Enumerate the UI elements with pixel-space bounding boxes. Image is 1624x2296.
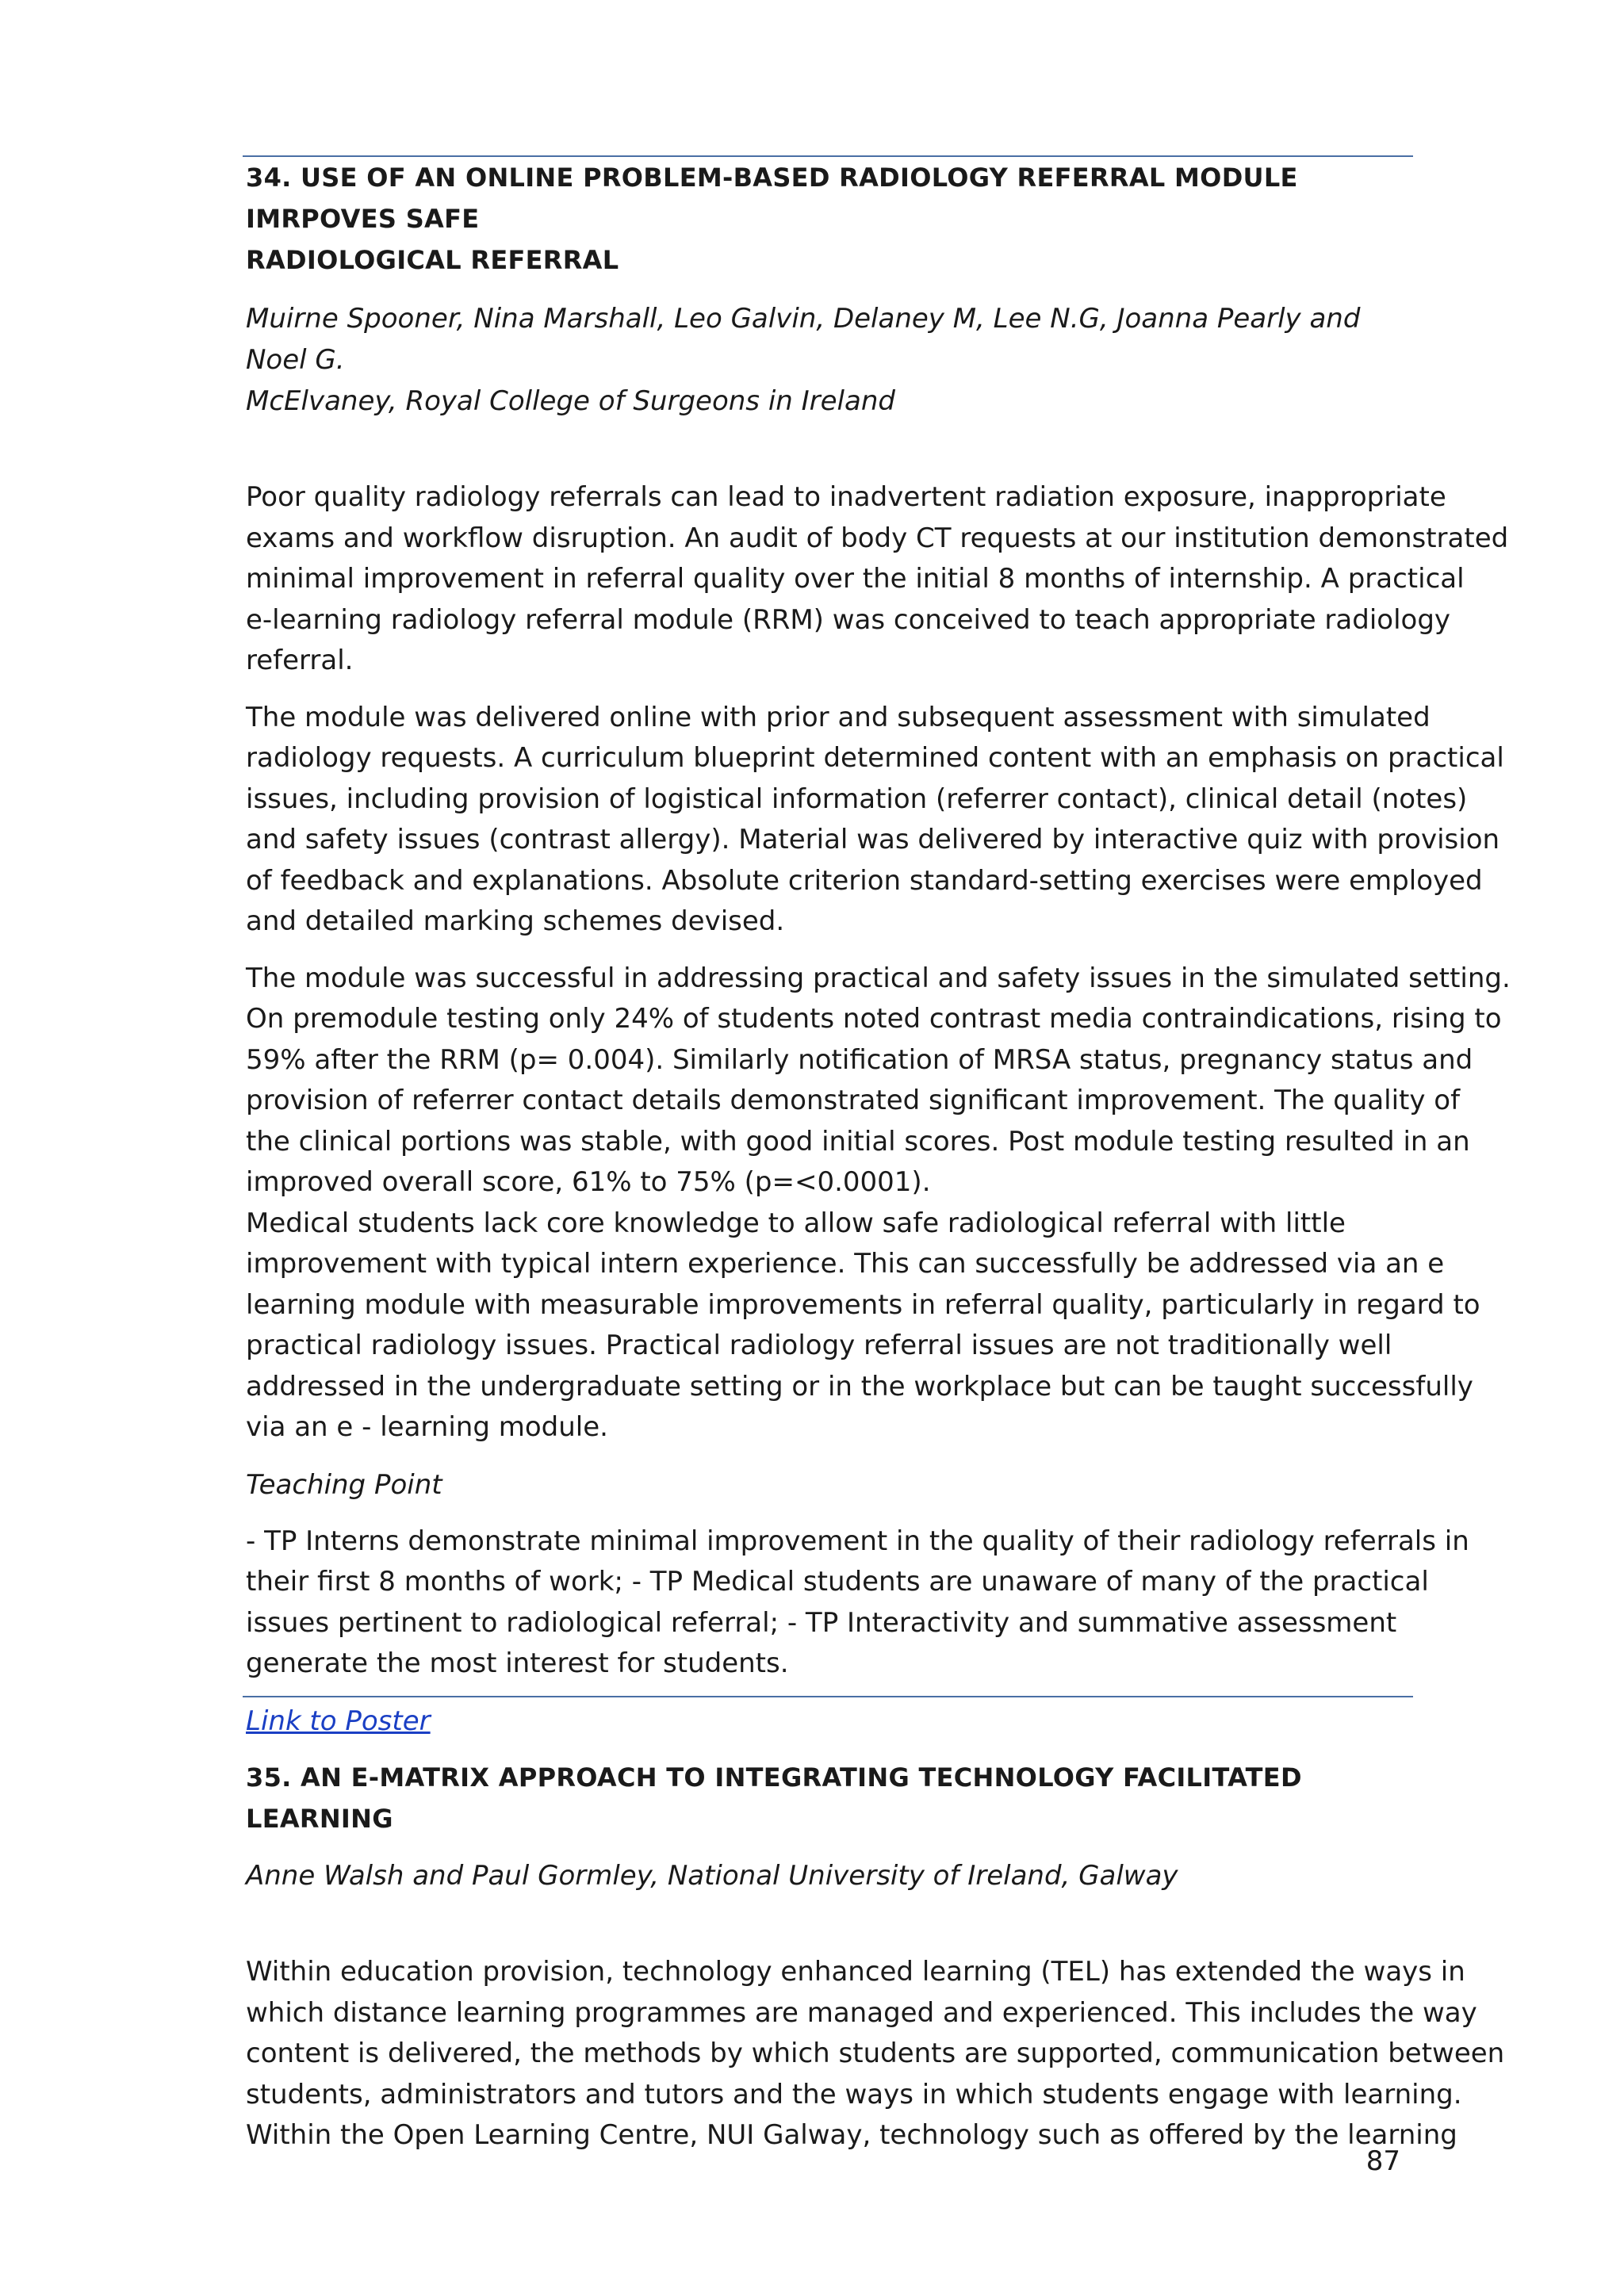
- text-line: e-learning radiology referral module (RRM) was conceived to teach appropriate radiology: [246, 603, 1451, 636]
- text-line: the clinical portions was stable, with good initial scores. Post module testing resulted in an: [246, 1125, 1470, 1158]
- text-line: via an e - learning module.: [246, 1411, 608, 1443]
- abstract-35-authors: Anne Walsh and Paul Gormley, National University of Ireland, Galway: [246, 1860, 1178, 1892]
- authors-line: McElvaney, Royal College of Surgeons in Ireland: [246, 385, 895, 417]
- text-line: and safety issues (contrast allergy). Material was delivered by interactive quiz with provision: [246, 824, 1500, 855]
- authors-line: Muirne Spooner, Nina Marshall, Leo Galvin, Delaney M, Lee N.G, Joanna Pearly and Noel G.: [246, 303, 1361, 376]
- text-line: Poor quality radiology referrals can lead to inadvertent radiation exposure, inappropriate: [246, 481, 1446, 513]
- text-line: students, administrators and tutors and the ways in which students engage with learning.: [246, 2078, 1462, 2110]
- text-line: Within the Open Learning Centre, NUI Galway, technology such as offered by the learning: [246, 2119, 1457, 2151]
- teaching-point-heading: Teaching Point: [246, 1468, 442, 1501]
- text-line: - TP Interns demonstrate minimal improvement in the quality of their radiology referrals in: [246, 1525, 1469, 1557]
- section-divider: [243, 1696, 1413, 1697]
- text-line: Within education provision, technology enhanced learning (TEL) has extended the ways in: [246, 1956, 1465, 1988]
- text-line: generate the most interest for students.: [246, 1647, 789, 1679]
- abstract-35-title: 35. AN E-MATRIX APPROACH TO INTEGRATING TECHNOLOGY FACILITATED LEARNING: [246, 1762, 1302, 1834]
- paragraph-results: [246, 959, 1511, 1448]
- text-line: addressed in the undergraduate setting or in the workplace but can be taught successfully: [246, 1370, 1473, 1402]
- paragraph-methods: [246, 698, 1504, 943]
- teaching-point-text: [246, 1521, 1469, 1685]
- text-line: content is delivered, the methods by which students are supported, communication between: [246, 2038, 1505, 2069]
- text-line: The module was delivered online with prior and subsequent assessment with simulated: [246, 701, 1431, 733]
- link-to-poster[interactable]: Link to Poster: [246, 1705, 431, 1737]
- text-line: provision of referrer contact details demonstrated significant improvement. The quality of: [246, 1085, 1461, 1116]
- text-line: Medical students lack core knowledge to allow safe radiological referral with little: [246, 1207, 1346, 1239]
- text-line: which distance learning programmes are managed and experienced. This includes the way: [246, 1996, 1477, 2029]
- title-line: RADIOLOGICAL REFERRAL: [246, 245, 619, 275]
- text-line: 59% after the RRM (p= 0.004). Similarly notification of MRSA status, pregnancy status and: [246, 1043, 1473, 1076]
- page-number: 87: [1365, 2145, 1400, 2177]
- text-line: referral.: [246, 645, 354, 676]
- abstract-34: [246, 157, 1511, 1742]
- text-line: On premodule testing only 24% of students noted contrast media contraindications, rising to: [246, 1003, 1502, 1035]
- text-line: learning module with measurable improvements in referral quality, particularly in regard to: [246, 1288, 1480, 1321]
- paragraph-intro: [246, 477, 1509, 682]
- text-line: radiology requests. A curriculum blueprint determined content with an emphasis on practical: [246, 742, 1504, 774]
- text-line: practical radiology issues. Practical radiology referral issues are not traditionally well: [246, 1330, 1392, 1361]
- text-line: minimal improvement in referral quality over the initial 8 months of internship. A practical: [246, 563, 1465, 595]
- text-line: their first 8 months of work; - TP Medical students are unaware of many of the practical: [246, 1566, 1429, 1598]
- text-line: improvement with typical intern experience. This can successfully be addressed via an e: [246, 1248, 1445, 1280]
- text-line: of feedback and explanations. Absolute criterion standard-setting exercises were employed: [246, 864, 1483, 897]
- abstract-35: [246, 1757, 1505, 2156]
- abstract-34-authors: [246, 298, 1419, 422]
- text-line: issues, including provision of logistical information (referrer contact), clinical detail (notes): [246, 783, 1468, 815]
- text-line: issues pertinent to radiological referral; - TP Interactivity and summative assessment: [246, 1606, 1397, 1639]
- paragraph-abstract-35: [246, 1952, 1505, 2156]
- title-line: 34. USE OF AN ONLINE PROBLEM-BASED RADIOLOGY REFERRAL MODULE IMRPOVES SAFE: [246, 163, 1298, 234]
- text-line: and detailed marking schemes devised.: [246, 905, 785, 937]
- text-line: exams and workflow disruption. An audit of body CT requests at our institution demonstrated: [246, 522, 1509, 554]
- abstract-34-title: [246, 157, 1419, 281]
- text-line: The module was successful in addressing practical and safety issues in the simulated setting.: [246, 962, 1511, 994]
- text-line: improved overall score, 61% to 75% (p=<0.0001).: [246, 1166, 931, 1198]
